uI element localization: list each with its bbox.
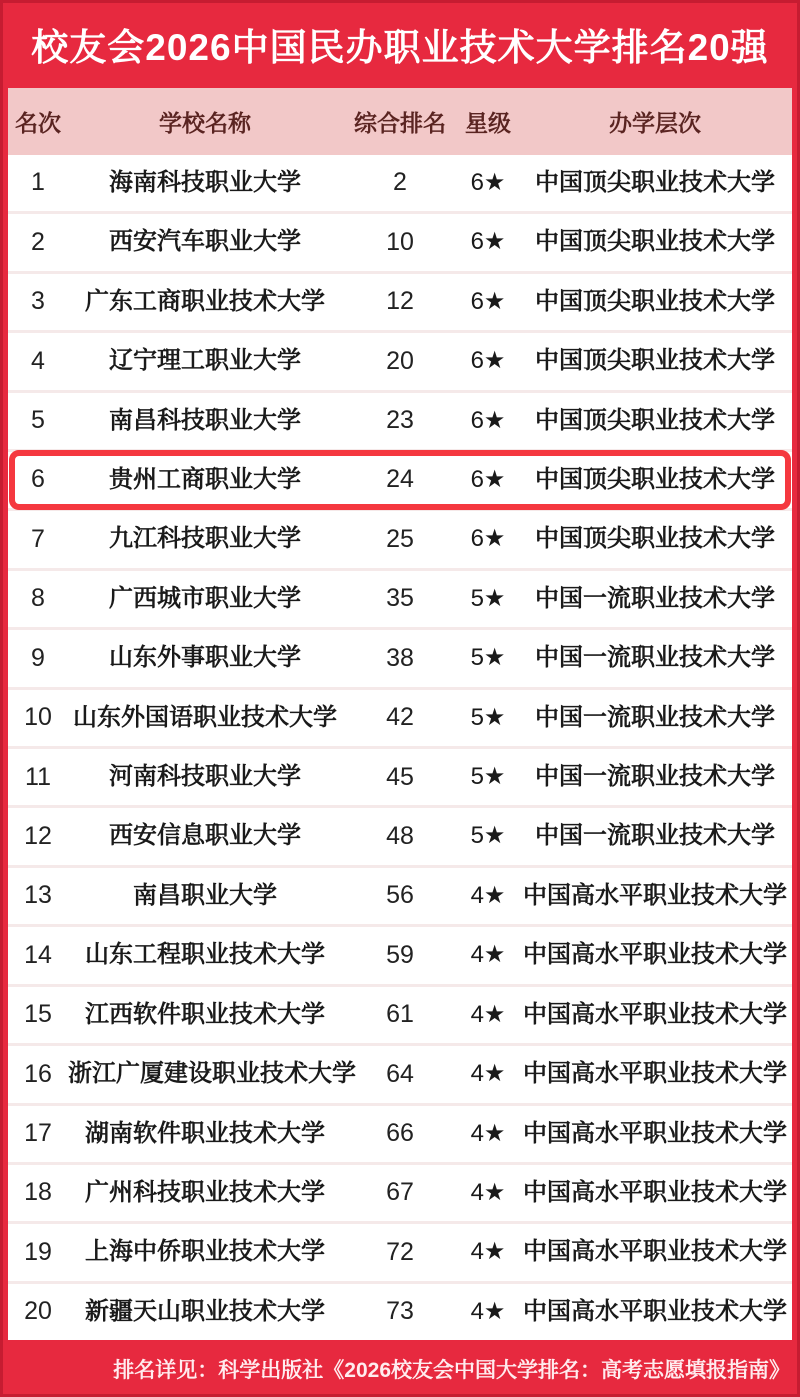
star-rating-cell: 4★ [470,881,506,909]
star-rating-cell: 6★ [470,525,506,553]
star-rating-cell: 4★ [470,1060,506,1088]
school-name-cell: 辽宁理工职业大学 [109,347,301,375]
column-header-overall: 综合排名 [354,110,446,136]
education-level-cell: 中国高水平职业技术大学 [523,1238,787,1266]
overall-rank-cell: 66 [386,1118,414,1147]
star-rating-cell: 5★ [470,703,506,731]
rank-cell: 20 [24,1297,52,1326]
education-level-cell: 中国顶尖职业技术大学 [535,525,775,553]
rank-cell: 5 [31,406,45,435]
table-row [8,211,792,270]
column-header-level: 办学层次 [609,110,701,136]
table-row [8,1221,792,1280]
table-row [8,449,792,508]
table-row [8,155,792,211]
overall-rank-cell: 38 [386,643,414,672]
education-level-cell: 中国一流职业技术大学 [535,822,775,850]
school-name-cell: 贵州工商职业大学 [109,466,301,494]
star-rating-cell: 4★ [470,1119,506,1147]
column-header-star: 星级 [465,110,511,136]
table-row [8,1281,792,1340]
star-rating-cell: 5★ [470,822,506,850]
star-rating-cell: 5★ [470,763,506,791]
star-rating-cell: 5★ [470,584,506,612]
rank-cell: 9 [31,643,45,672]
rank-cell: 19 [24,1237,52,1266]
overall-rank-cell: 61 [386,1000,414,1029]
footer-note: 排名详见：科学出版社《2026校友会中国大学排名：高考志愿填报指南》 [113,1358,790,1382]
table-row [8,805,792,864]
rank-cell: 8 [31,584,45,613]
rank-cell: 3 [31,287,45,316]
school-name-cell: 新疆天山职业技术大学 [85,1297,325,1325]
table-body [8,155,792,1340]
education-level-cell: 中国顶尖职业技术大学 [535,287,775,315]
rank-cell: 1 [31,168,45,197]
table-row [8,330,792,389]
education-level-cell: 中国高水平职业技术大学 [523,1178,787,1206]
school-name-cell: 山东工程职业技术大学 [85,941,325,969]
overall-rank-cell: 24 [386,465,414,494]
education-level-cell: 中国顶尖职业技术大学 [535,169,775,196]
star-rating-cell: 4★ [470,1000,506,1028]
star-rating-cell: 6★ [470,466,506,494]
rank-cell: 12 [24,821,52,850]
school-name-cell: 九江科技职业大学 [109,525,301,553]
table-header-row [8,88,792,155]
rank-cell: 10 [24,703,52,732]
column-header-school: 学校名称 [159,110,251,136]
table-row [8,508,792,567]
overall-rank-cell: 25 [386,524,414,553]
school-name-cell: 广东工商职业技术大学 [85,287,325,315]
school-name-cell: 广州科技职业技术大学 [85,1178,325,1206]
table-row [8,568,792,627]
school-name-cell: 江西软件职业技术大学 [85,1000,325,1028]
table-row [8,1103,792,1162]
education-level-cell: 中国高水平职业技术大学 [523,1060,787,1088]
overall-rank-cell: 56 [386,881,414,910]
overall-rank-cell: 35 [386,584,414,613]
school-name-cell: 南昌职业大学 [133,881,277,909]
rank-cell: 4 [31,346,45,375]
table-row [8,627,792,686]
education-level-cell: 中国高水平职业技术大学 [523,881,787,909]
star-rating-cell: 4★ [470,1178,506,1206]
table-row [8,687,792,746]
overall-rank-cell: 45 [386,762,414,791]
star-rating-cell: 4★ [470,1238,506,1266]
education-level-cell: 中国一流职业技术大学 [535,703,775,731]
school-name-cell: 西安汽车职业大学 [109,228,301,256]
education-level-cell: 中国高水平职业技术大学 [523,1119,787,1147]
star-rating-cell: 6★ [470,287,506,315]
school-name-cell: 山东外事职业大学 [109,644,301,672]
overall-rank-cell: 23 [386,406,414,435]
star-rating-cell: 4★ [470,941,506,969]
overall-rank-cell: 73 [386,1297,414,1326]
star-rating-cell: 6★ [470,228,506,256]
school-name-cell: 湖南软件职业技术大学 [85,1119,325,1147]
overall-rank-cell: 2 [393,168,407,197]
star-rating-cell: 6★ [470,347,506,375]
star-rating-cell: 5★ [470,644,506,672]
overall-rank-cell: 10 [386,227,414,256]
footer-band [0,1340,800,1397]
overall-rank-cell: 20 [386,346,414,375]
star-rating-cell: 6★ [470,406,506,434]
overall-rank-cell: 12 [386,287,414,316]
school-name-cell: 浙江广厦建设职业技术大学 [68,1060,356,1088]
overall-rank-cell: 42 [386,703,414,732]
education-level-cell: 中国顶尖职业技术大学 [535,466,775,494]
school-name-cell: 山东外国语职业技术大学 [73,703,337,731]
education-level-cell: 中国顶尖职业技术大学 [535,406,775,434]
table-row [8,1162,792,1221]
overall-rank-cell: 48 [386,821,414,850]
table-row [8,865,792,924]
rank-cell: 11 [25,762,51,791]
rank-cell: 2 [31,227,45,256]
overall-rank-cell: 59 [386,940,414,969]
table-row [8,271,792,330]
education-level-cell: 中国一流职业技术大学 [535,584,775,612]
overall-rank-cell: 72 [386,1237,414,1266]
table-row [8,924,792,983]
rank-cell: 13 [24,881,52,910]
education-level-cell: 中国高水平职业技术大学 [523,1000,787,1028]
school-name-cell: 南昌科技职业大学 [109,406,301,434]
table-row [8,984,792,1043]
education-level-cell: 中国一流职业技术大学 [535,644,775,672]
education-level-cell: 中国高水平职业技术大学 [523,1297,787,1325]
page-title: 校友会2026中国民办职业技术大学排名20强 [31,27,769,68]
star-rating-cell: 4★ [470,1297,506,1325]
star-rating-cell: 6★ [470,169,506,196]
table-row [8,746,792,805]
title-banner [0,0,800,88]
school-name-cell: 西安信息职业大学 [109,822,301,850]
education-level-cell: 中国一流职业技术大学 [535,763,775,791]
education-level-cell: 中国高水平职业技术大学 [523,941,787,969]
rank-cell: 15 [24,1000,52,1029]
rank-cell: 16 [24,1059,52,1088]
education-level-cell: 中国顶尖职业技术大学 [535,228,775,256]
school-name-cell: 河南科技职业大学 [109,763,301,791]
school-name-cell: 广西城市职业大学 [109,584,301,612]
rank-cell: 7 [31,524,45,553]
rank-cell: 18 [24,1178,52,1207]
overall-rank-cell: 64 [386,1059,414,1088]
column-header-rank: 名次 [15,110,61,136]
rank-cell: 6 [31,465,45,494]
school-name-cell: 海南科技职业大学 [109,169,301,196]
overall-rank-cell: 67 [386,1178,414,1207]
school-name-cell: 上海中侨职业技术大学 [85,1238,325,1266]
table-row [8,390,792,449]
rank-cell: 14 [24,940,52,969]
table-row [8,1043,792,1102]
rank-cell: 17 [24,1118,52,1147]
education-level-cell: 中国顶尖职业技术大学 [535,347,775,375]
